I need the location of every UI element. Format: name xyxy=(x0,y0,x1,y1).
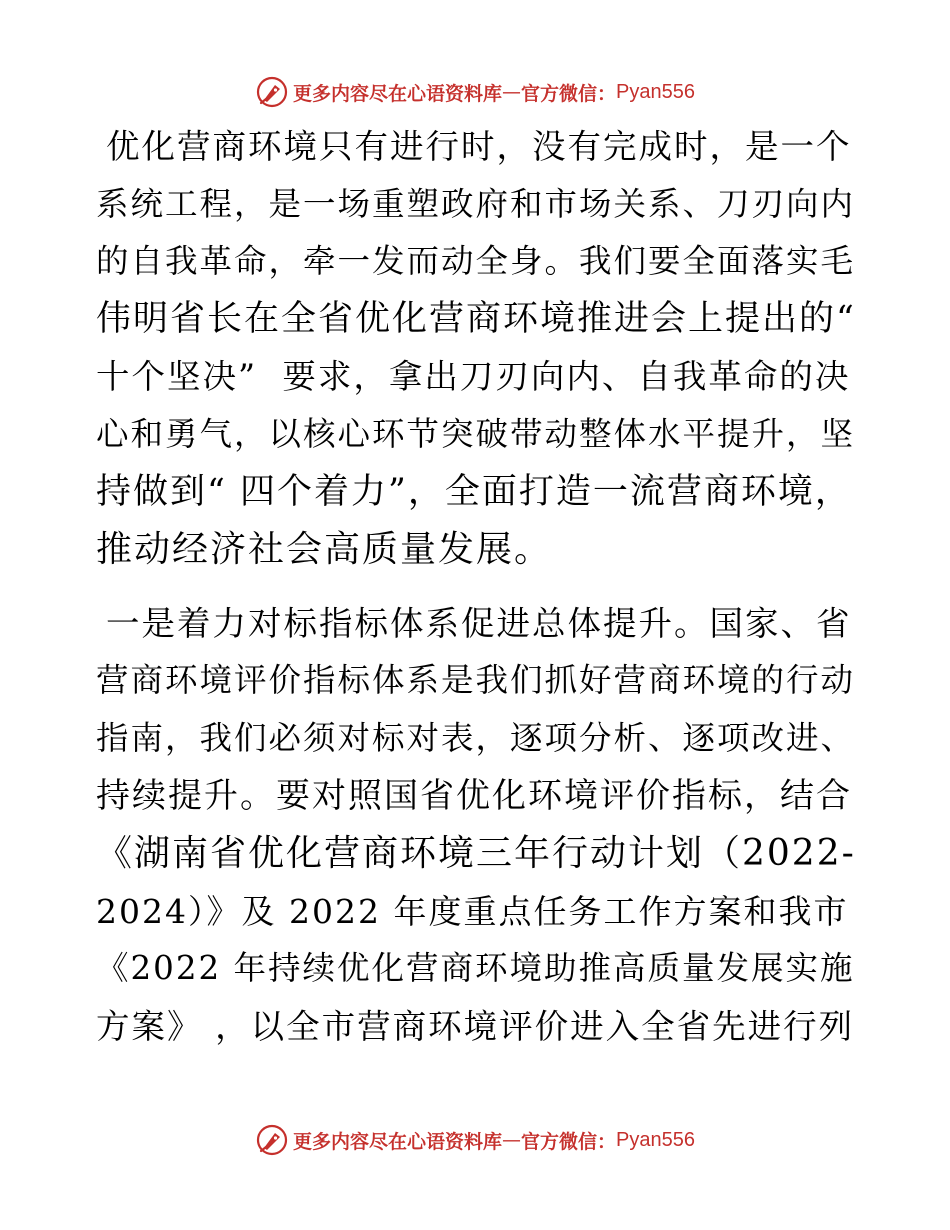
text-line: 系统工程，是一场重塑政府和市场关系、刀刃向内 xyxy=(96,184,856,223)
watermark-title: 更多内容尽在心语资料库 xyxy=(293,82,503,105)
header-watermark xyxy=(0,72,950,112)
watermark-wechat-id: Pyan556 xyxy=(616,80,695,103)
watermark-wechat-label: 官方微信： xyxy=(521,82,617,105)
text-line: 2024）》及 2022 年度重点任务工作方案和我市 xyxy=(96,891,849,931)
document-body xyxy=(96,118,856,1056)
text-line: 优化营商环境只有进行时，没有完成时，是一个 xyxy=(106,127,852,166)
text-line: 方案》 ，以全市营商环境评价进入全省先进行列 xyxy=(96,1006,855,1046)
text-line: 心和勇气，以核心环节突破带动整体水平提升，坚 xyxy=(96,414,856,453)
pen-nib-logo-icon xyxy=(255,75,289,109)
text-line: 营商环境评价指标体系是我们抓好营商环境的行动 xyxy=(96,661,856,700)
text-line: 持续提升。要对照国省优化环境评价指标，结合 xyxy=(96,775,852,816)
pen-nib-logo-icon xyxy=(255,1123,289,1157)
text-line: 一是着力对标指标体系促进总体提升。国家、省 xyxy=(106,603,852,643)
text-line: 《2022 年持续优化营商环境助推高质量发展实施 xyxy=(96,949,855,988)
watermark-title: 更多内容尽在心语资料库 xyxy=(293,1130,503,1153)
watermark-wechat-label: 官方微信： xyxy=(521,1130,617,1153)
paragraph-1 xyxy=(96,118,856,579)
watermark-separator: — xyxy=(502,81,522,103)
paragraph-2 xyxy=(96,595,856,1056)
text-line: 指南，我们必须对标对表，逐项分析、逐项改进、 xyxy=(96,718,856,757)
footer-watermark xyxy=(0,1120,950,1160)
text-line: 推动经济社会高质量发展。 xyxy=(96,529,553,571)
text-line: 持做到“ 四个着力”，全面打造一流营商环境， xyxy=(96,471,852,512)
text-line: 《湖南省优化营商环境三年行动计划（2022- xyxy=(96,833,856,875)
watermark-separator: — xyxy=(502,1129,522,1151)
watermark-wechat-id: Pyan556 xyxy=(616,1128,695,1151)
text-line: 的自我革命，牵一发而动全身。我们要全面落实毛 xyxy=(96,242,856,281)
text-line: 十个坚决” 要求，拿出刀刃向内、自我革命的决 xyxy=(96,357,851,397)
text-line: 伟明省长在全省优化营商环境推进会上提出的“ xyxy=(96,298,856,339)
